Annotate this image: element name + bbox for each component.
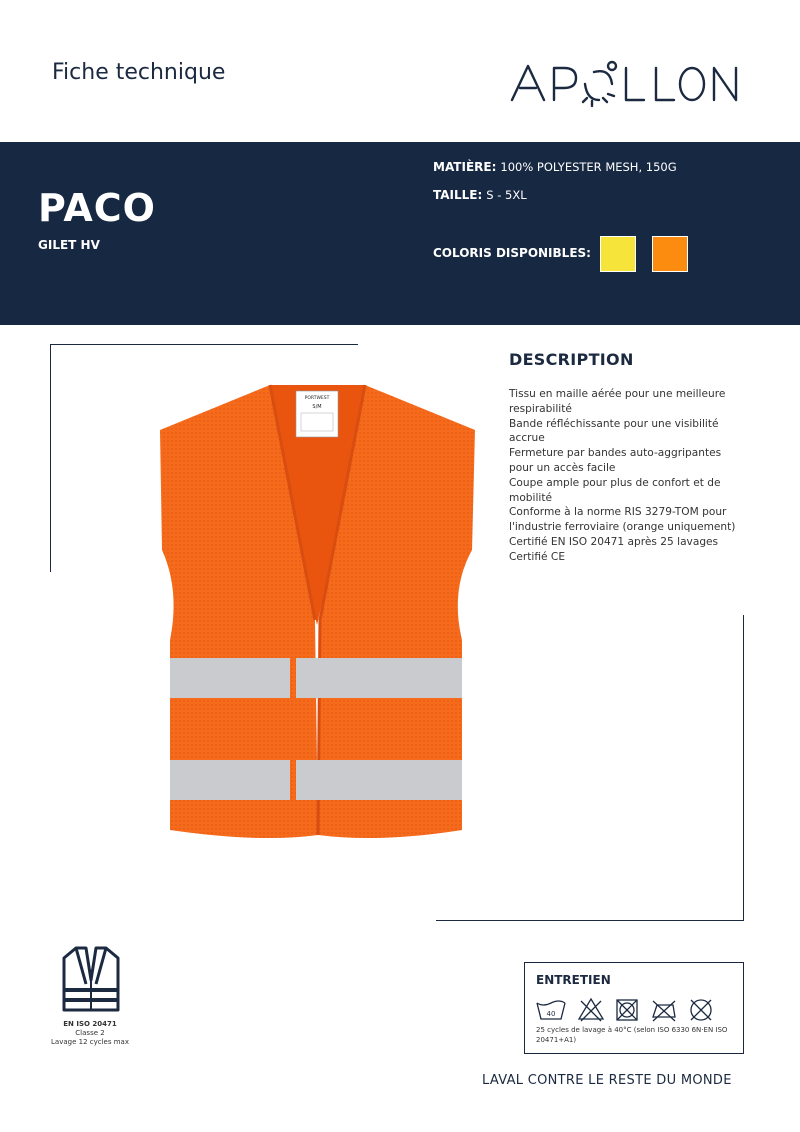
description-line: Conforme à la norme RIS 3279-TOM pour <box>509 506 727 519</box>
cert-wash: Lavage 12 cycles max <box>51 1038 129 1046</box>
no-dry-clean-icon <box>691 1000 711 1020</box>
care-title: ENTRETIEN <box>536 973 611 987</box>
colors-spec <box>433 246 595 260</box>
hi-vis-vest-image <box>150 375 485 850</box>
care-text: 25 cycles de lavage à 40°C (selon ISO 6330 6N·EN ISO 20471+A1) <box>536 1026 728 1044</box>
colors-label: COLORIS DISPONIBLES: <box>433 246 591 260</box>
description-line: accrue <box>509 432 545 445</box>
no-bleach-icon <box>579 999 603 1021</box>
color-swatch-yellow[interactable] <box>600 236 636 272</box>
description-line: Coupe ample pour plus de confort et de <box>509 476 721 489</box>
material-value: 100% POLYESTER MESH, 150G <box>500 160 677 174</box>
description-list <box>509 387 744 565</box>
description-title: DESCRIPTION <box>509 350 634 369</box>
cert-class: Classe 2 <box>75 1029 105 1037</box>
material-spec <box>433 160 677 174</box>
wash-40-icon <box>537 1001 565 1019</box>
certification-text <box>40 1020 140 1047</box>
no-iron-icon <box>653 1001 675 1021</box>
description-line: respirabilité <box>509 402 572 415</box>
size-label: TAILLE: <box>433 188 483 202</box>
footer-slogan: LAVAL CONTRE LE RESTE DU MONDE <box>482 1073 732 1088</box>
frame-line-bottom <box>436 920 744 921</box>
description-line: l'industrie ferroviaire (orange uniquement) <box>509 521 736 534</box>
description-line: Bande réfléchissante pour une visibilité <box>509 417 719 430</box>
frame-line-right <box>743 615 744 921</box>
product-header-band <box>0 142 800 325</box>
product-name: PACO <box>38 186 156 230</box>
description-line: Certifié EN ISO 20471 après 25 lavages <box>509 535 719 548</box>
wash-temp: 40 <box>546 1010 556 1018</box>
document-type-title: Fiche technique <box>52 60 226 85</box>
frame-line-top <box>50 344 358 345</box>
care-box <box>524 962 744 1054</box>
description-line: mobilité <box>509 491 553 504</box>
frame-line-left <box>50 344 51 572</box>
apollon-logo <box>508 56 748 110</box>
description-line: Tissu en maille aérée pour une meilleure <box>509 388 726 400</box>
care-icons <box>535 997 735 1023</box>
description-line: Certifié CE <box>509 550 566 563</box>
description-line: pour un accès facile <box>509 461 616 474</box>
material-label: MATIÈRE: <box>433 160 497 174</box>
description-line: Fermeture par bandes auto-aggripantes <box>509 447 722 460</box>
no-tumble-dry-icon <box>617 1000 637 1020</box>
vest-label-size: S/M <box>312 404 322 410</box>
size-spec <box>433 188 527 202</box>
vest-label-brand: PORTWEST <box>304 396 330 401</box>
size-value: S - 5XL <box>486 188 527 202</box>
cert-standard: EN ISO 20471 <box>63 1020 117 1028</box>
hi-vis-vest-icon <box>56 944 126 1014</box>
color-swatch-orange[interactable] <box>652 236 688 272</box>
product-subtitle: GILET HV <box>38 238 100 252</box>
